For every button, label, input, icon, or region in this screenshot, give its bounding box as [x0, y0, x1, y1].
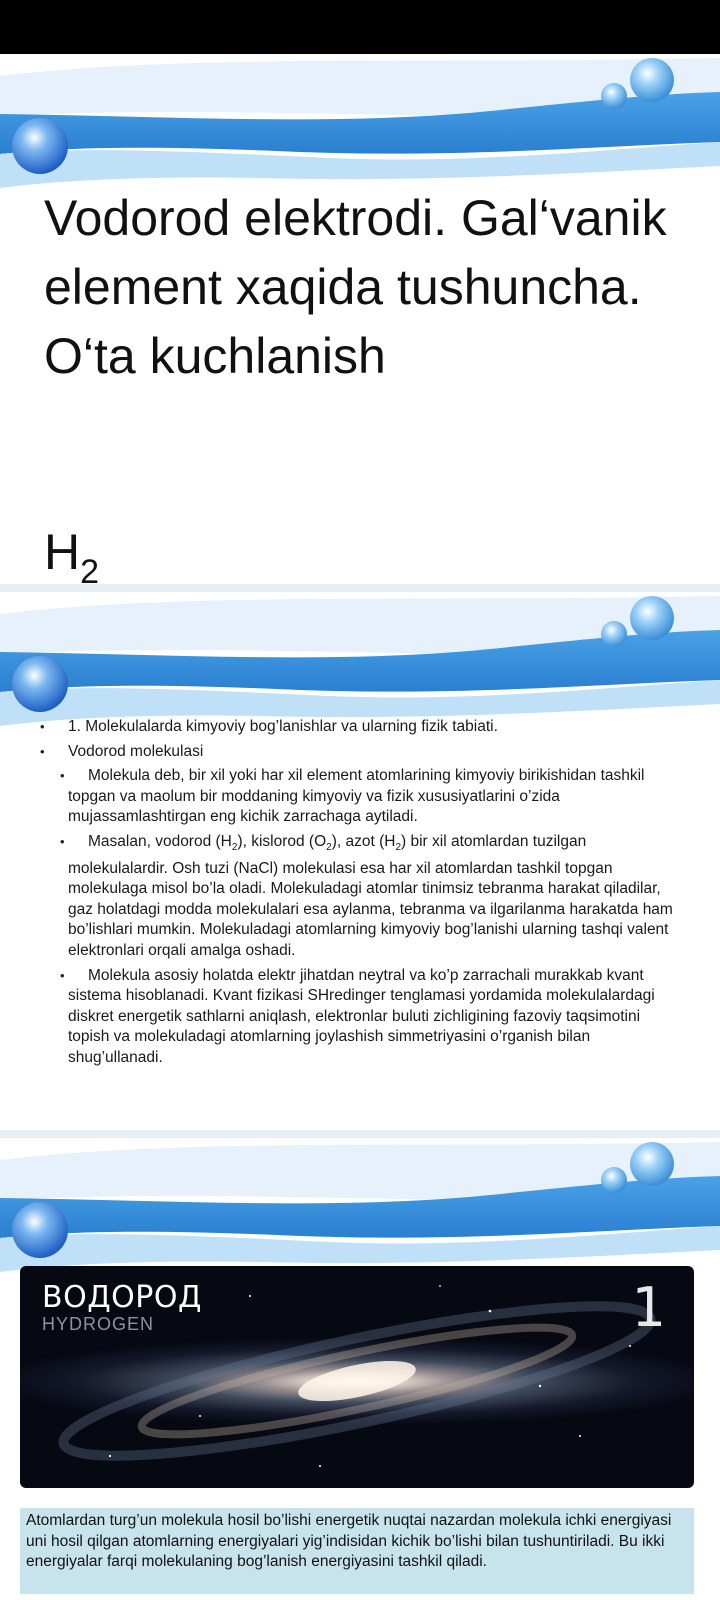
slide-title	[0, 54, 720, 584]
bullet-item: • Vodorod molekulasi	[38, 742, 678, 763]
slide-separator	[0, 1130, 720, 1138]
bullet-list	[38, 717, 678, 1073]
slide-header-wave	[0, 54, 720, 194]
hydrogen-galaxy-image	[20, 1266, 694, 1488]
status-bar	[0, 0, 720, 54]
bullet-item: • Masalan, vodorod $(H_2)$, kislorod $(O_2)$, azot $(H_2)$ bir xil atomlardan tuzilgan molekulalardir. Osh tuzi (NaCl) molekulasi esa har xil atomlardan tashkil topgan molekulaga misol bo’la oladi. Molekuladagi atomlar tinimsiz tebranma harakat qiladilar, gaz holatdagi modda molekulalari esa aylanma, tebranma va ilgarilanma harakatda ham bo’lishlari mumkin. Molekuladagi atomlarning kimyoviy bog’lanishi ularning tashqi valent elektronlari orqali amalga oshadi.	[38, 832, 678, 962]
element-name: ВОДОРОД	[42, 1280, 202, 1315]
bullet-item: • 1. Molekulalarda kimyoviy bog’lanishlar va ularning fizik tabiati.	[38, 717, 678, 738]
bullet-item: • Molekula deb, bir xil yoki har xil element atomlarining kimyoviy birikishidan tashkil topgan va maolum bir moddaning kimyoviy va fizik xususiyatlarini o’zida mujassamlashtirgan eng kichik zarrachaga aytiladi.	[38, 766, 678, 828]
slide-molecules	[0, 592, 720, 1130]
slide-header-wave	[0, 592, 720, 732]
slide-header-wave	[0, 1138, 720, 1278]
bullet-item: • Molekula asosiy holatda elektr jihatdan neytral va ko’p zarrachali murakkab kvant sistema hisoblanadi. Kvant fizikasi SHredinger tenglamasi yordamida molekulalardagi diskret energetik sathlarni aniqlash, elektronlar buluti zichligining fazoviy taqsimotini topish va molekuladagi atomlarning joylashish simmetriyasini o’rganish bilan shug’ullanadi.	[38, 966, 678, 1069]
atomic-number: 1	[631, 1276, 666, 1339]
slide-title-text: Vodorod elektrodi. Gal‘vanik element xaqida tushuncha. O‘ta kuchlanish	[44, 190, 667, 384]
element-latin-name: HYDROGEN	[42, 1314, 155, 1334]
slide-separator	[0, 584, 720, 592]
caption-text: Atomlardan turg’un molekula hosil bo’lishi energetik nuqtai nazardan molekula ichki energiyasi uni hosil qilgan atomlarning energiyalari yig’indisidan kichik bo’lishi bilan tushuntiriladi. Bu ikki energiyalar farqi molekulaning bog’lanish energiyasini tashkil qiladi.	[20, 1508, 694, 1594]
formula-h2: $H_2$	[44, 524, 100, 584]
